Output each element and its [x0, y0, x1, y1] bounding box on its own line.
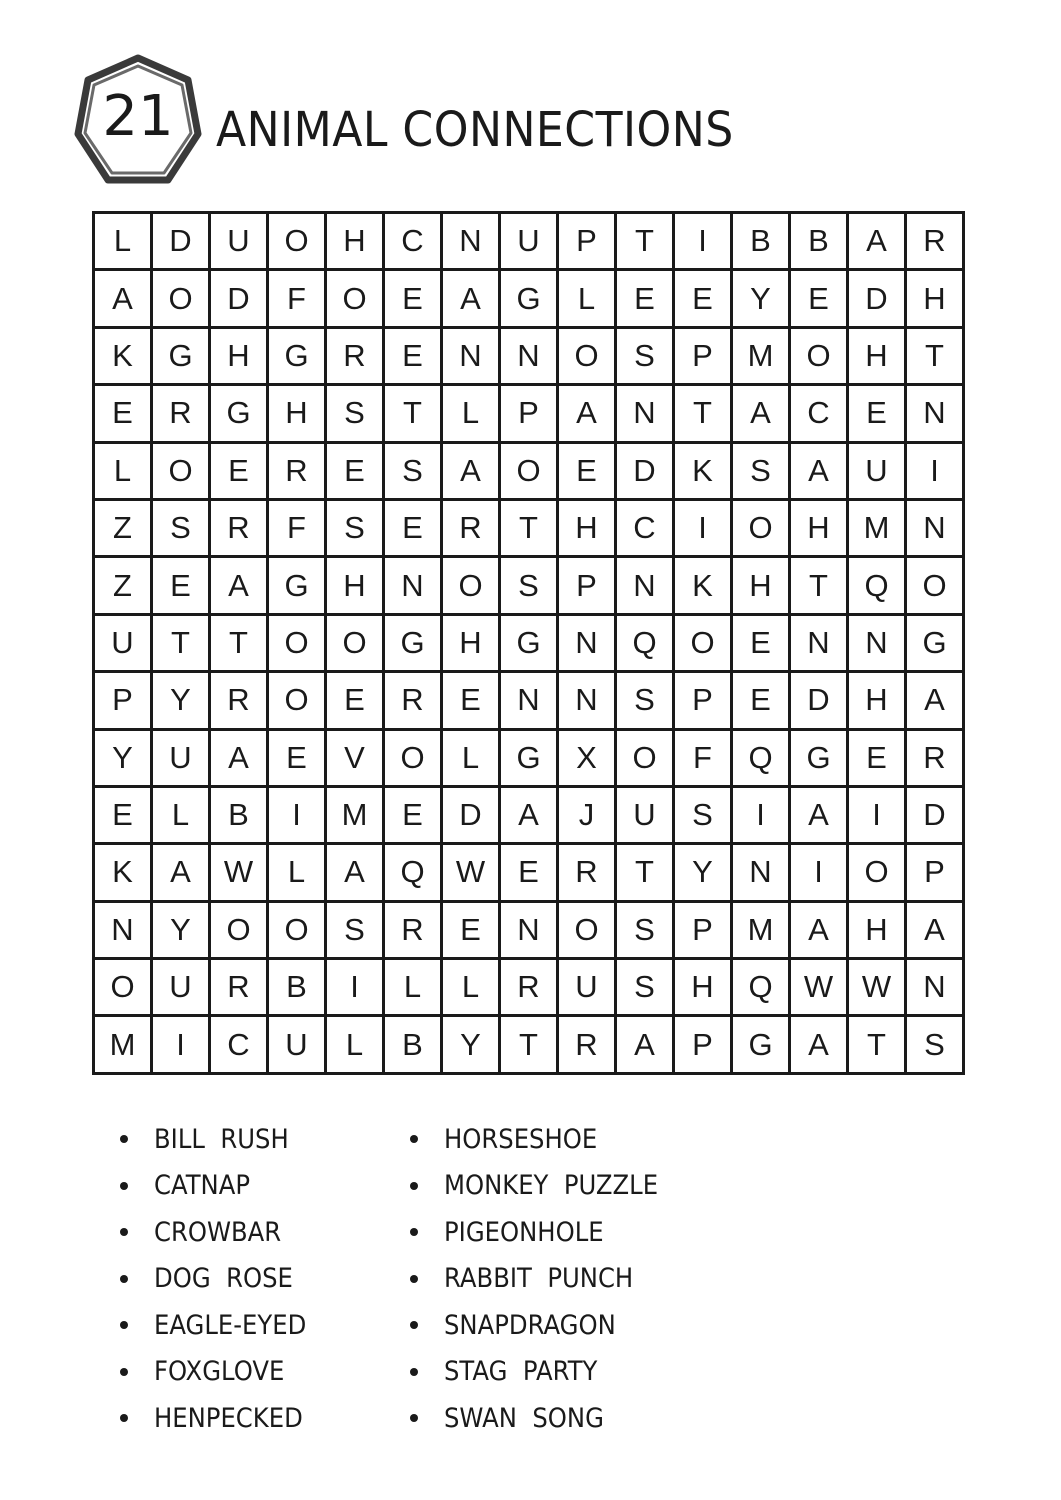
- word-label: SNAPDRAGON: [444, 1309, 616, 1341]
- grid-cell[interactable]: E: [385, 329, 443, 386]
- grid-cell[interactable]: A: [907, 673, 965, 730]
- grid-cell[interactable]: G: [153, 329, 211, 386]
- grid-cell[interactable]: V: [327, 731, 385, 788]
- grid-cell[interactable]: N: [443, 214, 501, 271]
- grid-cell[interactable]: A: [443, 444, 501, 501]
- grid-cell[interactable]: E: [443, 673, 501, 730]
- grid-cell[interactable]: L: [269, 845, 327, 902]
- grid-cell[interactable]: P: [675, 1017, 733, 1074]
- grid-cell[interactable]: T: [501, 1017, 559, 1074]
- grid-cell[interactable]: S: [733, 444, 791, 501]
- word-list-item: [120, 1395, 323, 1442]
- grid-cell[interactable]: T: [617, 845, 675, 902]
- grid-cell[interactable]: A: [791, 903, 849, 960]
- grid-cell[interactable]: W: [211, 845, 269, 902]
- grid-cell[interactable]: T: [153, 616, 211, 673]
- grid-cell[interactable]: A: [559, 386, 617, 443]
- grid-cell[interactable]: P: [675, 329, 733, 386]
- word-label: CATNAP: [154, 1170, 251, 1202]
- grid-cell[interactable]: E: [733, 616, 791, 673]
- grid-cell[interactable]: A: [791, 1017, 849, 1074]
- grid-cell[interactable]: A: [617, 1017, 675, 1074]
- grid-cell[interactable]: S: [617, 673, 675, 730]
- grid-cell[interactable]: N: [907, 386, 965, 443]
- grid-cell[interactable]: Y: [675, 845, 733, 902]
- word-label: RABBIT PUNCH: [444, 1263, 634, 1295]
- grid-cell[interactable]: S: [327, 386, 385, 443]
- grid-cell[interactable]: T: [791, 558, 849, 615]
- word-label: EAGLE-EYED: [154, 1309, 307, 1341]
- grid-cell[interactable]: W: [849, 960, 907, 1017]
- bullet-icon: [120, 1135, 128, 1143]
- bullet-icon: [410, 1182, 418, 1190]
- grid-cell[interactable]: N: [559, 616, 617, 673]
- grid-cell[interactable]: R: [907, 214, 965, 271]
- grid-cell[interactable]: M: [733, 903, 791, 960]
- grid-cell[interactable]: U: [95, 616, 153, 673]
- grid-cell[interactable]: W: [791, 960, 849, 1017]
- word-label: BILL RUSH: [154, 1123, 289, 1155]
- word-label: CROWBAR: [154, 1216, 282, 1248]
- bullet-icon: [120, 1414, 128, 1422]
- bullet-icon: [410, 1368, 418, 1376]
- grid-cell[interactable]: K: [675, 558, 733, 615]
- grid-cell[interactable]: K: [95, 329, 153, 386]
- grid-cell[interactable]: T: [907, 329, 965, 386]
- grid-cell[interactable]: E: [443, 903, 501, 960]
- grid-cell[interactable]: E: [269, 731, 327, 788]
- grid-cell[interactable]: K: [675, 444, 733, 501]
- bullet-icon: [410, 1135, 418, 1143]
- grid-cell[interactable]: R: [153, 386, 211, 443]
- grid-cell[interactable]: S: [907, 1017, 965, 1074]
- grid-cell[interactable]: K: [95, 845, 153, 902]
- grid-cell[interactable]: H: [791, 501, 849, 558]
- word-list-item: [410, 1349, 682, 1396]
- grid-cell[interactable]: E: [617, 271, 675, 328]
- grid-cell[interactable]: B: [791, 214, 849, 271]
- word-label: HENPECKED: [154, 1402, 303, 1434]
- grid-cell[interactable]: E: [849, 731, 907, 788]
- word-list-item: [120, 1163, 323, 1210]
- grid-cell[interactable]: D: [211, 271, 269, 328]
- grid-cell[interactable]: Q: [385, 845, 443, 902]
- grid-cell[interactable]: O: [501, 444, 559, 501]
- grid-cell[interactable]: G: [269, 329, 327, 386]
- bullet-icon: [410, 1414, 418, 1422]
- grid-cell[interactable]: N: [733, 845, 791, 902]
- grid-cell[interactable]: F: [269, 271, 327, 328]
- grid-cell[interactable]: H: [327, 214, 385, 271]
- word-list-item: [410, 1209, 682, 1256]
- puzzle-number-badge: [72, 52, 204, 192]
- grid-cell[interactable]: I: [675, 214, 733, 271]
- grid-cell[interactable]: L: [443, 386, 501, 443]
- grid-cell[interactable]: G: [907, 616, 965, 673]
- grid-cell[interactable]: A: [791, 444, 849, 501]
- bullet-icon: [120, 1321, 128, 1329]
- grid-cell[interactable]: O: [617, 731, 675, 788]
- grid-cell[interactable]: T: [501, 501, 559, 558]
- grid-cell[interactable]: O: [269, 214, 327, 271]
- word-list-right: [410, 1116, 682, 1442]
- grid-cell[interactable]: H: [559, 501, 617, 558]
- grid-cell[interactable]: F: [675, 731, 733, 788]
- grid-cell[interactable]: P: [501, 386, 559, 443]
- grid-cell[interactable]: N: [791, 616, 849, 673]
- grid-cell[interactable]: Y: [153, 673, 211, 730]
- grid-cell[interactable]: S: [327, 903, 385, 960]
- grid-cell[interactable]: T: [617, 214, 675, 271]
- grid-cell[interactable]: E: [675, 271, 733, 328]
- grid-cell[interactable]: R: [907, 731, 965, 788]
- word-list-item: [410, 1116, 682, 1163]
- grid-cell[interactable]: O: [443, 558, 501, 615]
- grid-cell[interactable]: M: [327, 788, 385, 845]
- grid-cell[interactable]: N: [559, 673, 617, 730]
- grid-cell[interactable]: L: [327, 1017, 385, 1074]
- grid-cell[interactable]: C: [791, 386, 849, 443]
- grid-cell[interactable]: E: [95, 788, 153, 845]
- grid-cell[interactable]: E: [153, 558, 211, 615]
- grid-cell[interactable]: H: [849, 329, 907, 386]
- grid-cell[interactable]: R: [385, 903, 443, 960]
- grid-cell[interactable]: N: [443, 329, 501, 386]
- grid-cell[interactable]: O: [675, 616, 733, 673]
- grid-cell[interactable]: A: [791, 788, 849, 845]
- grid-cell[interactable]: M: [733, 329, 791, 386]
- grid-cell[interactable]: P: [95, 673, 153, 730]
- grid-cell[interactable]: P: [675, 903, 733, 960]
- word-list-item: [410, 1302, 682, 1349]
- grid-cell[interactable]: O: [269, 903, 327, 960]
- grid-cell[interactable]: B: [211, 788, 269, 845]
- grid-cell[interactable]: G: [385, 616, 443, 673]
- grid-cell[interactable]: A: [327, 845, 385, 902]
- grid-cell[interactable]: T: [385, 386, 443, 443]
- word-list-item: [410, 1163, 682, 1210]
- grid-cell[interactable]: A: [849, 214, 907, 271]
- word-label: SWAN SONG: [444, 1402, 604, 1434]
- grid-cell[interactable]: H: [443, 616, 501, 673]
- grid-cell[interactable]: O: [95, 960, 153, 1017]
- grid-cell[interactable]: Y: [153, 903, 211, 960]
- word-label: MONKEY PUZZLE: [444, 1170, 659, 1202]
- grid-cell[interactable]: S: [617, 329, 675, 386]
- grid-cell[interactable]: N: [501, 673, 559, 730]
- grid-cell[interactable]: H: [675, 960, 733, 1017]
- grid-cell[interactable]: M: [849, 501, 907, 558]
- grid-cell[interactable]: U: [211, 214, 269, 271]
- grid-cell[interactable]: D: [907, 788, 965, 845]
- grid-cell[interactable]: I: [733, 788, 791, 845]
- grid-cell[interactable]: I: [269, 788, 327, 845]
- bullet-icon: [120, 1275, 128, 1283]
- bullet-icon: [410, 1275, 418, 1283]
- grid-cell[interactable]: G: [791, 731, 849, 788]
- grid-cell[interactable]: O: [153, 444, 211, 501]
- grid-cell[interactable]: H: [327, 558, 385, 615]
- grid-cell[interactable]: I: [675, 501, 733, 558]
- grid-cell[interactable]: O: [269, 616, 327, 673]
- word-label: PIGEONHOLE: [444, 1216, 604, 1248]
- grid-cell[interactable]: L: [153, 788, 211, 845]
- grid-cell[interactable]: O: [559, 329, 617, 386]
- grid-cell[interactable]: O: [791, 329, 849, 386]
- grid-cell[interactable]: E: [559, 444, 617, 501]
- grid-cell[interactable]: O: [907, 558, 965, 615]
- grid-cell[interactable]: E: [327, 444, 385, 501]
- grid-cell[interactable]: E: [95, 386, 153, 443]
- grid-cell[interactable]: E: [327, 673, 385, 730]
- grid-cell[interactable]: E: [385, 271, 443, 328]
- grid-cell[interactable]: X: [559, 731, 617, 788]
- puzzle-number: 21: [102, 84, 174, 149]
- bullet-icon: [120, 1368, 128, 1376]
- grid-cell[interactable]: O: [327, 616, 385, 673]
- grid-cell[interactable]: H: [733, 558, 791, 615]
- grid-cell[interactable]: I: [849, 788, 907, 845]
- grid-cell[interactable]: C: [617, 501, 675, 558]
- grid-cell[interactable]: C: [211, 1017, 269, 1074]
- grid-cell[interactable]: E: [849, 386, 907, 443]
- grid-cell[interactable]: G: [501, 271, 559, 328]
- grid-cell[interactable]: J: [559, 788, 617, 845]
- grid-cell[interactable]: A: [153, 845, 211, 902]
- bullet-icon: [410, 1321, 418, 1329]
- grid-cell[interactable]: E: [501, 845, 559, 902]
- grid-cell[interactable]: D: [791, 673, 849, 730]
- grid-cell[interactable]: G: [211, 386, 269, 443]
- grid-cell[interactable]: Q: [733, 960, 791, 1017]
- grid-cell[interactable]: N: [501, 903, 559, 960]
- grid-cell[interactable]: N: [907, 501, 965, 558]
- word-list-item: [410, 1256, 682, 1303]
- grid-cell[interactable]: Q: [849, 558, 907, 615]
- grid-cell[interactable]: E: [385, 501, 443, 558]
- grid-cell[interactable]: E: [385, 788, 443, 845]
- grid-cell[interactable]: N: [95, 903, 153, 960]
- grid-cell[interactable]: L: [95, 214, 153, 271]
- grid-cell[interactable]: T: [675, 386, 733, 443]
- grid-cell[interactable]: U: [269, 1017, 327, 1074]
- grid-cell[interactable]: L: [95, 444, 153, 501]
- grid-cell[interactable]: L: [385, 960, 443, 1017]
- grid-cell[interactable]: B: [269, 960, 327, 1017]
- grid-cell[interactable]: O: [385, 731, 443, 788]
- grid-cell[interactable]: C: [385, 214, 443, 271]
- grid-cell[interactable]: R: [211, 960, 269, 1017]
- grid-cell[interactable]: O: [153, 271, 211, 328]
- grid-cell[interactable]: D: [443, 788, 501, 845]
- grid-cell[interactable]: I: [907, 444, 965, 501]
- grid-cell[interactable]: I: [327, 960, 385, 1017]
- grid-cell[interactable]: S: [327, 501, 385, 558]
- grid-cell[interactable]: R: [501, 960, 559, 1017]
- grid-cell[interactable]: T: [211, 616, 269, 673]
- grid-cell[interactable]: L: [559, 271, 617, 328]
- grid-cell[interactable]: U: [559, 960, 617, 1017]
- grid-cell[interactable]: U: [617, 788, 675, 845]
- grid-cell[interactable]: Z: [95, 558, 153, 615]
- grid-cell[interactable]: R: [559, 845, 617, 902]
- grid-cell[interactable]: Y: [443, 1017, 501, 1074]
- grid-cell[interactable]: G: [269, 558, 327, 615]
- grid-cell[interactable]: R: [211, 501, 269, 558]
- bullet-icon: [410, 1228, 418, 1236]
- grid-cell[interactable]: L: [443, 960, 501, 1017]
- word-label: HORSESHOE: [444, 1123, 598, 1155]
- grid-cell[interactable]: A: [501, 788, 559, 845]
- word-list-left: [120, 1116, 323, 1442]
- grid-cell[interactable]: U: [153, 960, 211, 1017]
- word-label: FOXGLOVE: [154, 1356, 285, 1388]
- word-list-item: [120, 1256, 323, 1303]
- grid-cell[interactable]: E: [211, 444, 269, 501]
- grid-cell[interactable]: P: [675, 673, 733, 730]
- grid-cell[interactable]: S: [501, 558, 559, 615]
- grid-cell[interactable]: D: [153, 214, 211, 271]
- grid-cell[interactable]: N: [849, 616, 907, 673]
- grid-cell[interactable]: N: [501, 329, 559, 386]
- grid-cell[interactable]: H: [849, 673, 907, 730]
- grid-cell[interactable]: R: [327, 329, 385, 386]
- word-list-item: [120, 1116, 323, 1163]
- grid-cell[interactable]: A: [443, 271, 501, 328]
- grid-cell[interactable]: G: [733, 1017, 791, 1074]
- grid-cell[interactable]: A: [733, 386, 791, 443]
- grid-cell[interactable]: O: [849, 845, 907, 902]
- grid-cell[interactable]: U: [849, 444, 907, 501]
- grid-cell[interactable]: S: [617, 960, 675, 1017]
- word-list-item: [120, 1209, 323, 1256]
- grid-cell[interactable]: O: [559, 903, 617, 960]
- grid-cell[interactable]: N: [907, 960, 965, 1017]
- grid-cell[interactable]: I: [791, 845, 849, 902]
- grid-cell[interactable]: R: [559, 1017, 617, 1074]
- puzzle-title: ANIMAL CONNECTIONS: [216, 102, 734, 158]
- grid-cell[interactable]: Z: [95, 501, 153, 558]
- bullet-icon: [120, 1182, 128, 1190]
- grid-cell[interactable]: B: [385, 1017, 443, 1074]
- word-list-item: [120, 1302, 323, 1349]
- grid-cell[interactable]: P: [907, 845, 965, 902]
- grid-cell[interactable]: E: [791, 271, 849, 328]
- word-search-grid: [92, 211, 965, 1075]
- grid-cell[interactable]: A: [211, 558, 269, 615]
- grid-cell[interactable]: L: [443, 731, 501, 788]
- grid-cell[interactable]: O: [733, 501, 791, 558]
- grid-cell[interactable]: B: [733, 214, 791, 271]
- grid-cell[interactable]: S: [153, 501, 211, 558]
- grid-cell[interactable]: A: [211, 731, 269, 788]
- grid-cell[interactable]: D: [849, 271, 907, 328]
- bullet-icon: [120, 1228, 128, 1236]
- grid-cell[interactable]: P: [559, 214, 617, 271]
- grid-cell[interactable]: E: [733, 673, 791, 730]
- grid-cell[interactable]: I: [153, 1017, 211, 1074]
- word-list-item: [120, 1349, 323, 1396]
- grid-cell[interactable]: H: [269, 386, 327, 443]
- grid-cell[interactable]: R: [443, 501, 501, 558]
- grid-cell[interactable]: U: [153, 731, 211, 788]
- grid-cell[interactable]: N: [385, 558, 443, 615]
- grid-cell[interactable]: S: [675, 788, 733, 845]
- grid-cell[interactable]: P: [559, 558, 617, 615]
- grid-cell[interactable]: A: [907, 903, 965, 960]
- word-list-item: [410, 1395, 682, 1442]
- grid-cell[interactable]: A: [95, 271, 153, 328]
- grid-cell[interactable]: O: [269, 673, 327, 730]
- grid-cell[interactable]: M: [95, 1017, 153, 1074]
- grid-cell[interactable]: N: [617, 558, 675, 615]
- grid-cell[interactable]: H: [211, 329, 269, 386]
- grid-cell[interactable]: Y: [733, 271, 791, 328]
- grid-cell[interactable]: R: [211, 673, 269, 730]
- grid-cell[interactable]: R: [385, 673, 443, 730]
- grid-cell[interactable]: W: [443, 845, 501, 902]
- grid-cell[interactable]: H: [907, 271, 965, 328]
- grid-cell[interactable]: U: [501, 214, 559, 271]
- grid-cell[interactable]: N: [617, 386, 675, 443]
- grid-cell[interactable]: Q: [733, 731, 791, 788]
- grid-cell[interactable]: T: [849, 1017, 907, 1074]
- grid-cell[interactable]: O: [211, 903, 269, 960]
- word-label: STAG PARTY: [444, 1356, 598, 1388]
- grid-cell[interactable]: S: [617, 903, 675, 960]
- word-label: DOG ROSE: [154, 1263, 293, 1295]
- grid-cell[interactable]: F: [269, 501, 327, 558]
- grid-cell[interactable]: S: [385, 444, 443, 501]
- grid-cell[interactable]: R: [269, 444, 327, 501]
- grid-cell[interactable]: G: [501, 731, 559, 788]
- grid-cell[interactable]: D: [617, 444, 675, 501]
- grid-cell[interactable]: O: [327, 271, 385, 328]
- grid-cell[interactable]: Y: [95, 731, 153, 788]
- grid-cell[interactable]: H: [849, 903, 907, 960]
- grid-cell[interactable]: Q: [617, 616, 675, 673]
- grid-cell[interactable]: G: [501, 616, 559, 673]
